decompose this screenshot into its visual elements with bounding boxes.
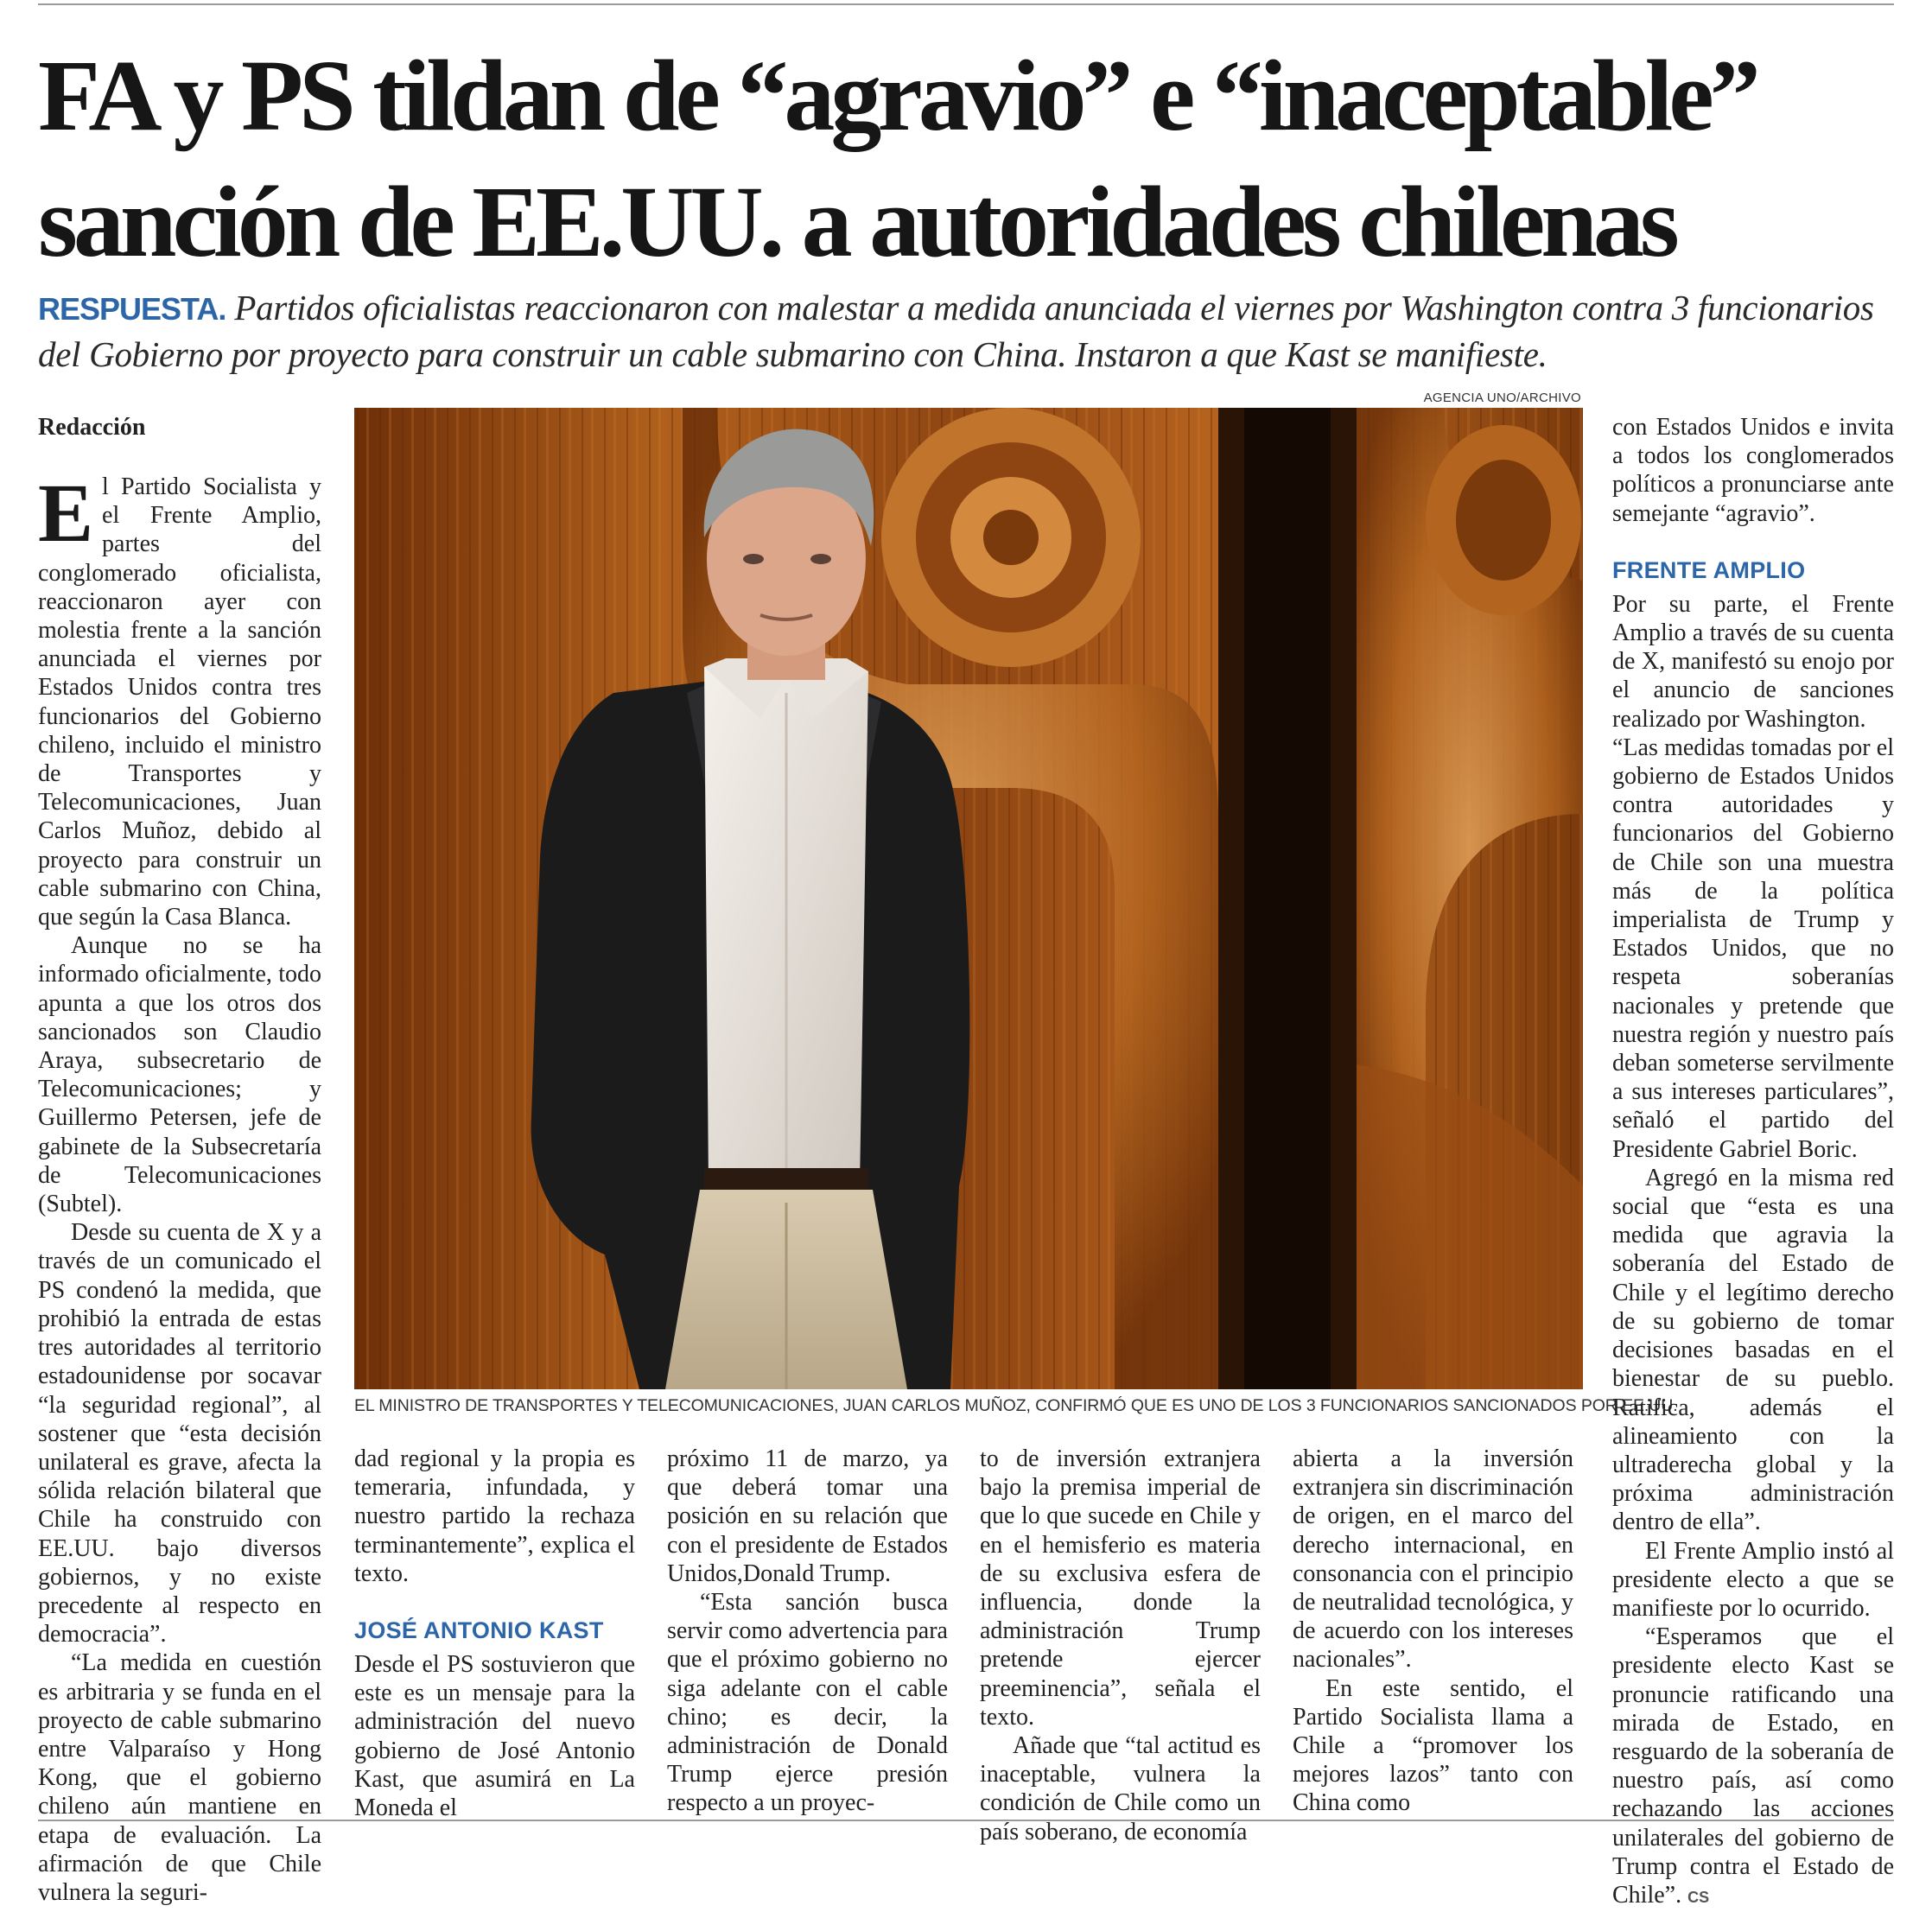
headline-line-2: sanción de EE.UU. a autoridades chilenas bbox=[38, 165, 1675, 278]
deck-text: Partidos oficialistas reaccionaron con malestar a medida anunciada el viernes por Washington contra 3 funcionarios del Gobierno por proyecto para construir un cable submarino con China. Instaron a que Kast se manifieste. bbox=[38, 288, 1874, 374]
column-2 bbox=[354, 1445, 635, 1822]
photo-credit: AGENCIA UNO/ARCHIVO bbox=[1423, 391, 1581, 405]
col3-paragraph-1: próximo 11 de marzo, ya que deberá tomar una posición en su relación que con el presidente de Estados Unidos,Donald Trump. bbox=[667, 1445, 948, 1587]
headline bbox=[38, 33, 1904, 285]
col5-paragraph-2: En este sentido, el Partido Socialista llama a Chile a “promover los mejores lazos” tanto con China como bbox=[1293, 1674, 1573, 1817]
col4-paragraph-2: Añade que “tal actitud es inaceptable, vulnera la condición de Chile como un país soberano, de economía bbox=[980, 1732, 1261, 1845]
top-rule bbox=[38, 3, 1894, 5]
end-mark: CS bbox=[1687, 1888, 1710, 1906]
lead-paragraph bbox=[38, 467, 321, 931]
col6-paragraph-4: Agregó en la misma red social que “esta es una medida que agravia la soberanía del Estado de Chile y el legítimo derecho de su gobierno de tomar decisiones basadas en el bienestar de su pueblo. Ratifica, además el alineamiento con la ultraderecha global y la próxima administración dentro de ella”. bbox=[1612, 1164, 1894, 1536]
subhead-kast: JOSÉ ANTONIO KAST bbox=[354, 1617, 604, 1644]
drop-cap: E bbox=[38, 467, 94, 559]
col6-paragraph-5: El Frente Amplio instó al presidente electo a que se manifieste por lo ocurrido. bbox=[1612, 1537, 1894, 1622]
column-4 bbox=[980, 1445, 1261, 1846]
col6-paragraph-2: Por su parte, el Frente Amplio a través de su cuenta de X, manifestó su enojo por el anuncio de sanciones realizado por Washington. bbox=[1612, 590, 1894, 733]
col1-paragraph-2: Aunque no se ha informado oficialmente, todo apunta a que los otros dos sancionados son Claudio Araya, subsecretario de Telecomunicaciones; y Guillermo Petersen, jefe de gabinete de la Subsecretaría de Telecomunicaciones (Subtel). bbox=[38, 932, 321, 1218]
column-5 bbox=[1293, 1445, 1573, 1818]
col1-paragraph-4: “La medida en cuestión es arbitraria y se funda en el proyecto de cable submarino entre Valparaíso y Hong Kong, que el gobierno chileno aún mantiene en etapa de evaluación. La afirmación de que Chile vulnera la seguri- bbox=[38, 1649, 321, 1906]
lead-text: l Partido Socialista y el Frente Amplio, partes del conglomerado oficialista, reaccionaron ayer con molestia frente a la sanción anunciada el viernes por Estados Unidos contra tres funcionarios del Gobierno chileno, incluido el ministro de Transportes y Telecomunicaciones, Juan Carlos Muñoz, debido al proyecto para construir un cable submarino con China, que según la Casa Blanca. bbox=[38, 473, 321, 931]
deck bbox=[38, 285, 1904, 377]
bottom-rule bbox=[38, 1820, 1894, 1821]
col2-paragraph-2: Desde el PS sostuvieron que este es un mensaje para la administración del nuevo gobierno de José Antonio Kast, que asumirá en La Moneda el bbox=[354, 1651, 635, 1822]
headline-line-1: FA y PS tildan de “agravio” e “inaceptable” bbox=[38, 39, 1757, 152]
col6-paragraph-6-text: “Esperamos que el presidente electo Kast se pronuncie ratificando una mirada de Estado, en resguardo de la soberanía de nuestro país, así como rechazando las acciones unilaterales del gobierno de Trump contra el Estado de Chile”. bbox=[1612, 1623, 1894, 1909]
deck-kicker: RESPUESTA. bbox=[38, 291, 226, 327]
photo-illustration bbox=[354, 408, 1583, 1389]
column-6 bbox=[1612, 413, 1894, 1912]
column-3 bbox=[667, 1445, 948, 1818]
col4-paragraph-1: to de inversión extranjera bajo la premisa imperial de que lo que sucede en Chile y en el hemisferio es materia de su exclusiva esfera de influencia, donde la administración Trump pretende ejercer preeminencia”, señala el texto. bbox=[980, 1445, 1261, 1731]
col1-paragraph-3: Desde su cuenta de X y a través de un comunicado el PS condenó la medida, que prohibió la entrada de estas tres autoridades al territorio estadounidense por socavar “la seguridad regional”, al sostener que “esta decisión unilateral es grave, afecta la sólida relación bilateral que Chile ha construido con EE.UU. bajo diversos gobiernos, y no existe precedente al respecto en democracia”. bbox=[38, 1219, 321, 1648]
col6-paragraph-1: con Estados Unidos e invita a todos los conglomerados políticos a pronunciarse ante semejante “agravio”. bbox=[1612, 414, 1894, 527]
photo bbox=[354, 408, 1583, 1389]
byline: Redacción bbox=[38, 414, 146, 441]
col2-paragraph-1: dad regional y la propia es temeraria, infundada, y nuestro partido la rechaza terminantemente”, explica el texto. bbox=[354, 1445, 635, 1587]
subhead-frente-amplio: FRENTE AMPLIO bbox=[1612, 556, 1806, 583]
col6-paragraph-6 bbox=[1612, 1623, 1894, 1912]
col6-paragraph-3: “Las medidas tomadas por el gobierno de Estados Unidos contra autoridades y funcionarios del Gobierno de Chile son una muestra más de la política imperialista de Trump y Estados Unidos, que no respeta soberanías nacionales y pretende que nuestra región y nuestro país deban someterse servilmente a sus intereses particulares”, señaló el partido del Presidente Gabriel Boric. bbox=[1612, 734, 1894, 1163]
photo-caption: EL MINISTRO DE TRANSPORTES Y TELECOMUNICACIONES, JUAN CARLOS MUÑOZ, CONFIRMÓ QUE ES UNO DE LOS 3 FUNCIONARIOS SANCIONADOS POR EE.UU. bbox=[354, 1396, 1678, 1415]
column-1 bbox=[38, 413, 321, 1906]
col5-paragraph-1: abierta a la inversión extranjera sin discriminación de origen, en el marco del derecho internacional, en consonancia con el principio de neutralidad tecnológica, y de acuerdo con los intereses nacionales”. bbox=[1293, 1445, 1573, 1674]
col3-paragraph-2: “Esta sanción busca servir como advertencia para que el próximo gobierno no siga adelante con el cable chino; es decir, la administración de Donald Trump ejerce presión respecto a un proyec- bbox=[667, 1589, 948, 1817]
